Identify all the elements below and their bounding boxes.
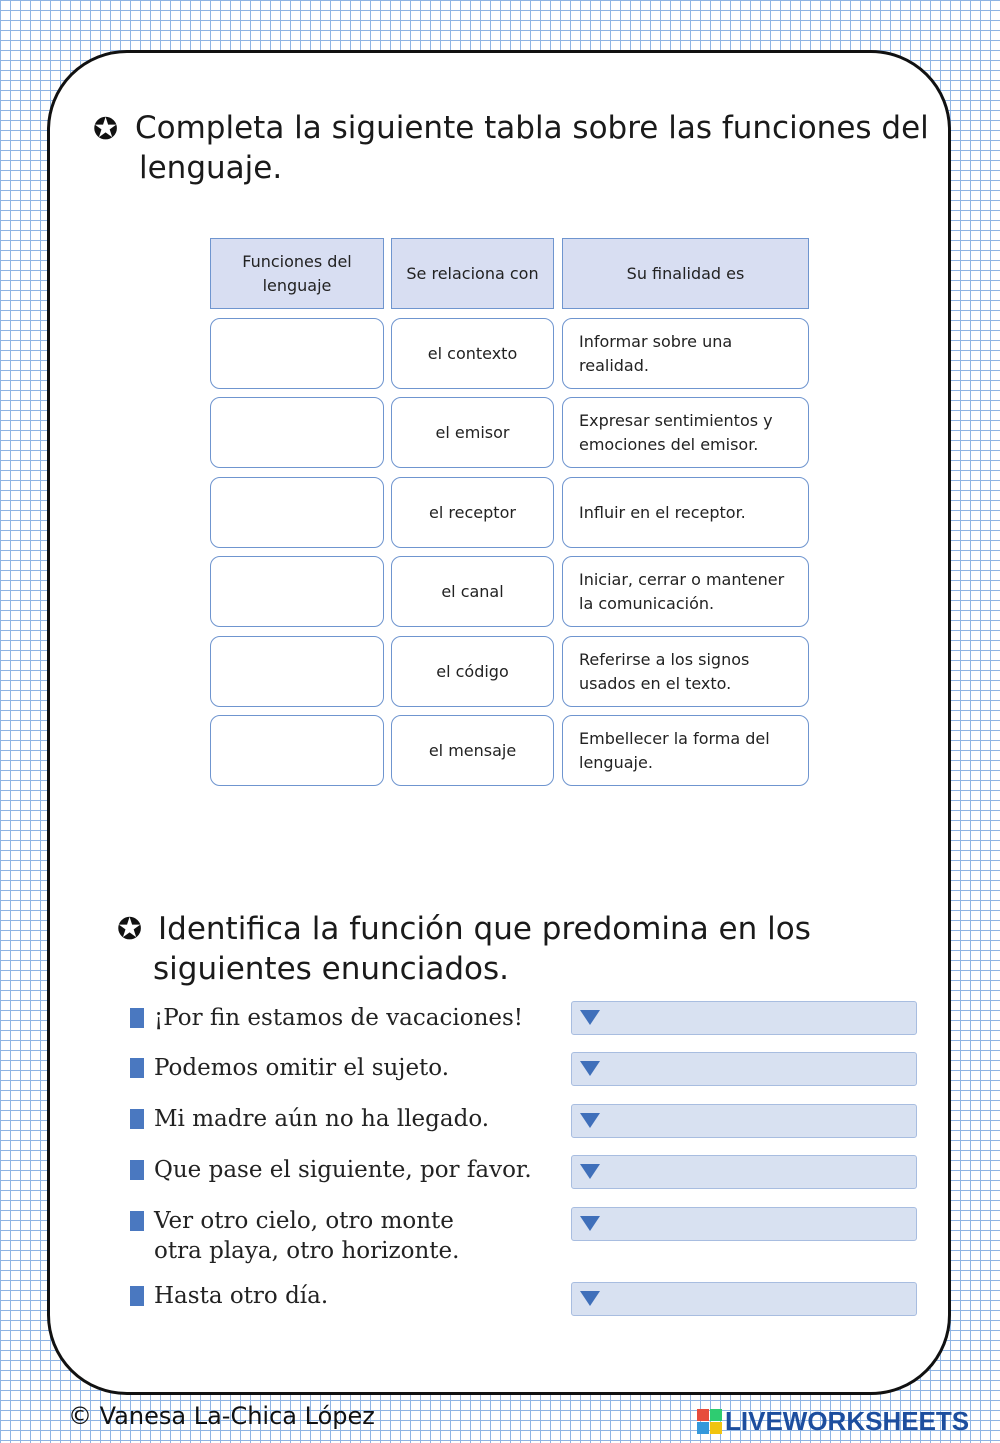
answer-input-6[interactable]: [211, 715, 383, 786]
square-bullet-icon: [130, 1058, 144, 1078]
purpose-cell-6: Embellecer la forma del lenguaje.: [562, 715, 809, 786]
answer-box-1[interactable]: [210, 318, 384, 389]
answer-box-5[interactable]: [210, 636, 384, 707]
star-bullet-icon: ✪: [117, 912, 143, 947]
purpose-cell-5: Referirse a los signos usados en el texto.: [562, 636, 809, 707]
relates-cell-5: el código: [391, 636, 554, 707]
dropdown-arrow-icon[interactable]: [580, 1216, 600, 1231]
dropdown-arrow-icon[interactable]: [580, 1291, 600, 1306]
square-bullet-icon: [130, 1160, 144, 1180]
relates-cell-1: el contexto: [391, 318, 554, 389]
sentence-3: Mi madre aún no ha llegado.: [154, 1106, 490, 1132]
answer-box-6[interactable]: [210, 715, 384, 786]
purpose-cell-3: Influir en el receptor.: [562, 477, 809, 548]
table-header-purpose: Su finalidad es: [562, 238, 809, 309]
square-bullet-icon: [130, 1109, 144, 1129]
sentence-6: Hasta otro día.: [154, 1283, 329, 1309]
purpose-cell-4: Iniciar, cerrar o mantener la comunicación.: [562, 556, 809, 627]
dropdown-4[interactable]: [571, 1155, 917, 1189]
purpose-cell-2: Expresar sentimientos y emociones del emisor.: [562, 397, 809, 468]
section2-title-line1: Identifica la función que predomina en los: [158, 911, 811, 947]
answer-input-2[interactable]: [211, 397, 383, 468]
relates-cell-4: el canal: [391, 556, 554, 627]
square-bullet-icon: [130, 1008, 144, 1028]
sentence-4: Que pase el siguiente, por favor.: [154, 1157, 532, 1183]
dropdown-6[interactable]: [571, 1282, 917, 1316]
brand-name: LIVEWORKSHEETS: [725, 1405, 970, 1436]
dropdown-arrow-icon[interactable]: [580, 1061, 600, 1076]
dropdown-arrow-icon[interactable]: [580, 1113, 600, 1128]
dropdown-2[interactable]: [571, 1052, 917, 1086]
relates-cell-3: el receptor: [391, 477, 554, 548]
dropdown-arrow-icon[interactable]: [580, 1010, 600, 1025]
purpose-cell-1: Informar sobre una realidad.: [562, 318, 809, 389]
sentence-1: ¡Por fin estamos de vacaciones!: [154, 1005, 524, 1031]
liveworksheets-mark-icon: [697, 1409, 722, 1434]
answer-input-3[interactable]: [211, 477, 383, 548]
table-header-functions: Funciones del lenguaje: [210, 238, 384, 309]
answer-box-2[interactable]: [210, 397, 384, 468]
sentence-2: Podemos omitir el sujeto.: [154, 1055, 450, 1081]
table-header-relates: Se relaciona con: [391, 238, 554, 309]
relates-cell-2: el emisor: [391, 397, 554, 468]
sentence-5-line2: otra playa, otro horizonte.: [154, 1238, 460, 1264]
dropdown-arrow-icon[interactable]: [580, 1164, 600, 1179]
star-bullet-icon: ✪: [93, 112, 119, 147]
answer-box-3[interactable]: [210, 477, 384, 548]
copyright-text: © Vanesa La-Chica López: [68, 1402, 375, 1430]
dropdown-5[interactable]: [571, 1207, 917, 1241]
square-bullet-icon: [130, 1286, 144, 1306]
sentence-5-line1: Ver otro cielo, otro monte: [154, 1208, 454, 1234]
answer-input-5[interactable]: [211, 636, 383, 707]
section1-title-line2: lenguaje.: [139, 150, 283, 186]
square-bullet-icon: [130, 1211, 144, 1231]
section2-title-line2: siguientes enunciados.: [153, 951, 509, 987]
answer-input-1[interactable]: [211, 318, 383, 389]
answer-input-4[interactable]: [211, 556, 383, 627]
dropdown-1[interactable]: [571, 1001, 917, 1035]
answer-box-4[interactable]: [210, 556, 384, 627]
section1-title-line1: Completa la siguiente tabla sobre las funciones del: [135, 110, 929, 146]
relates-cell-6: el mensaje: [391, 715, 554, 786]
dropdown-3[interactable]: [571, 1104, 917, 1138]
liveworksheets-logo: [697, 1405, 970, 1436]
